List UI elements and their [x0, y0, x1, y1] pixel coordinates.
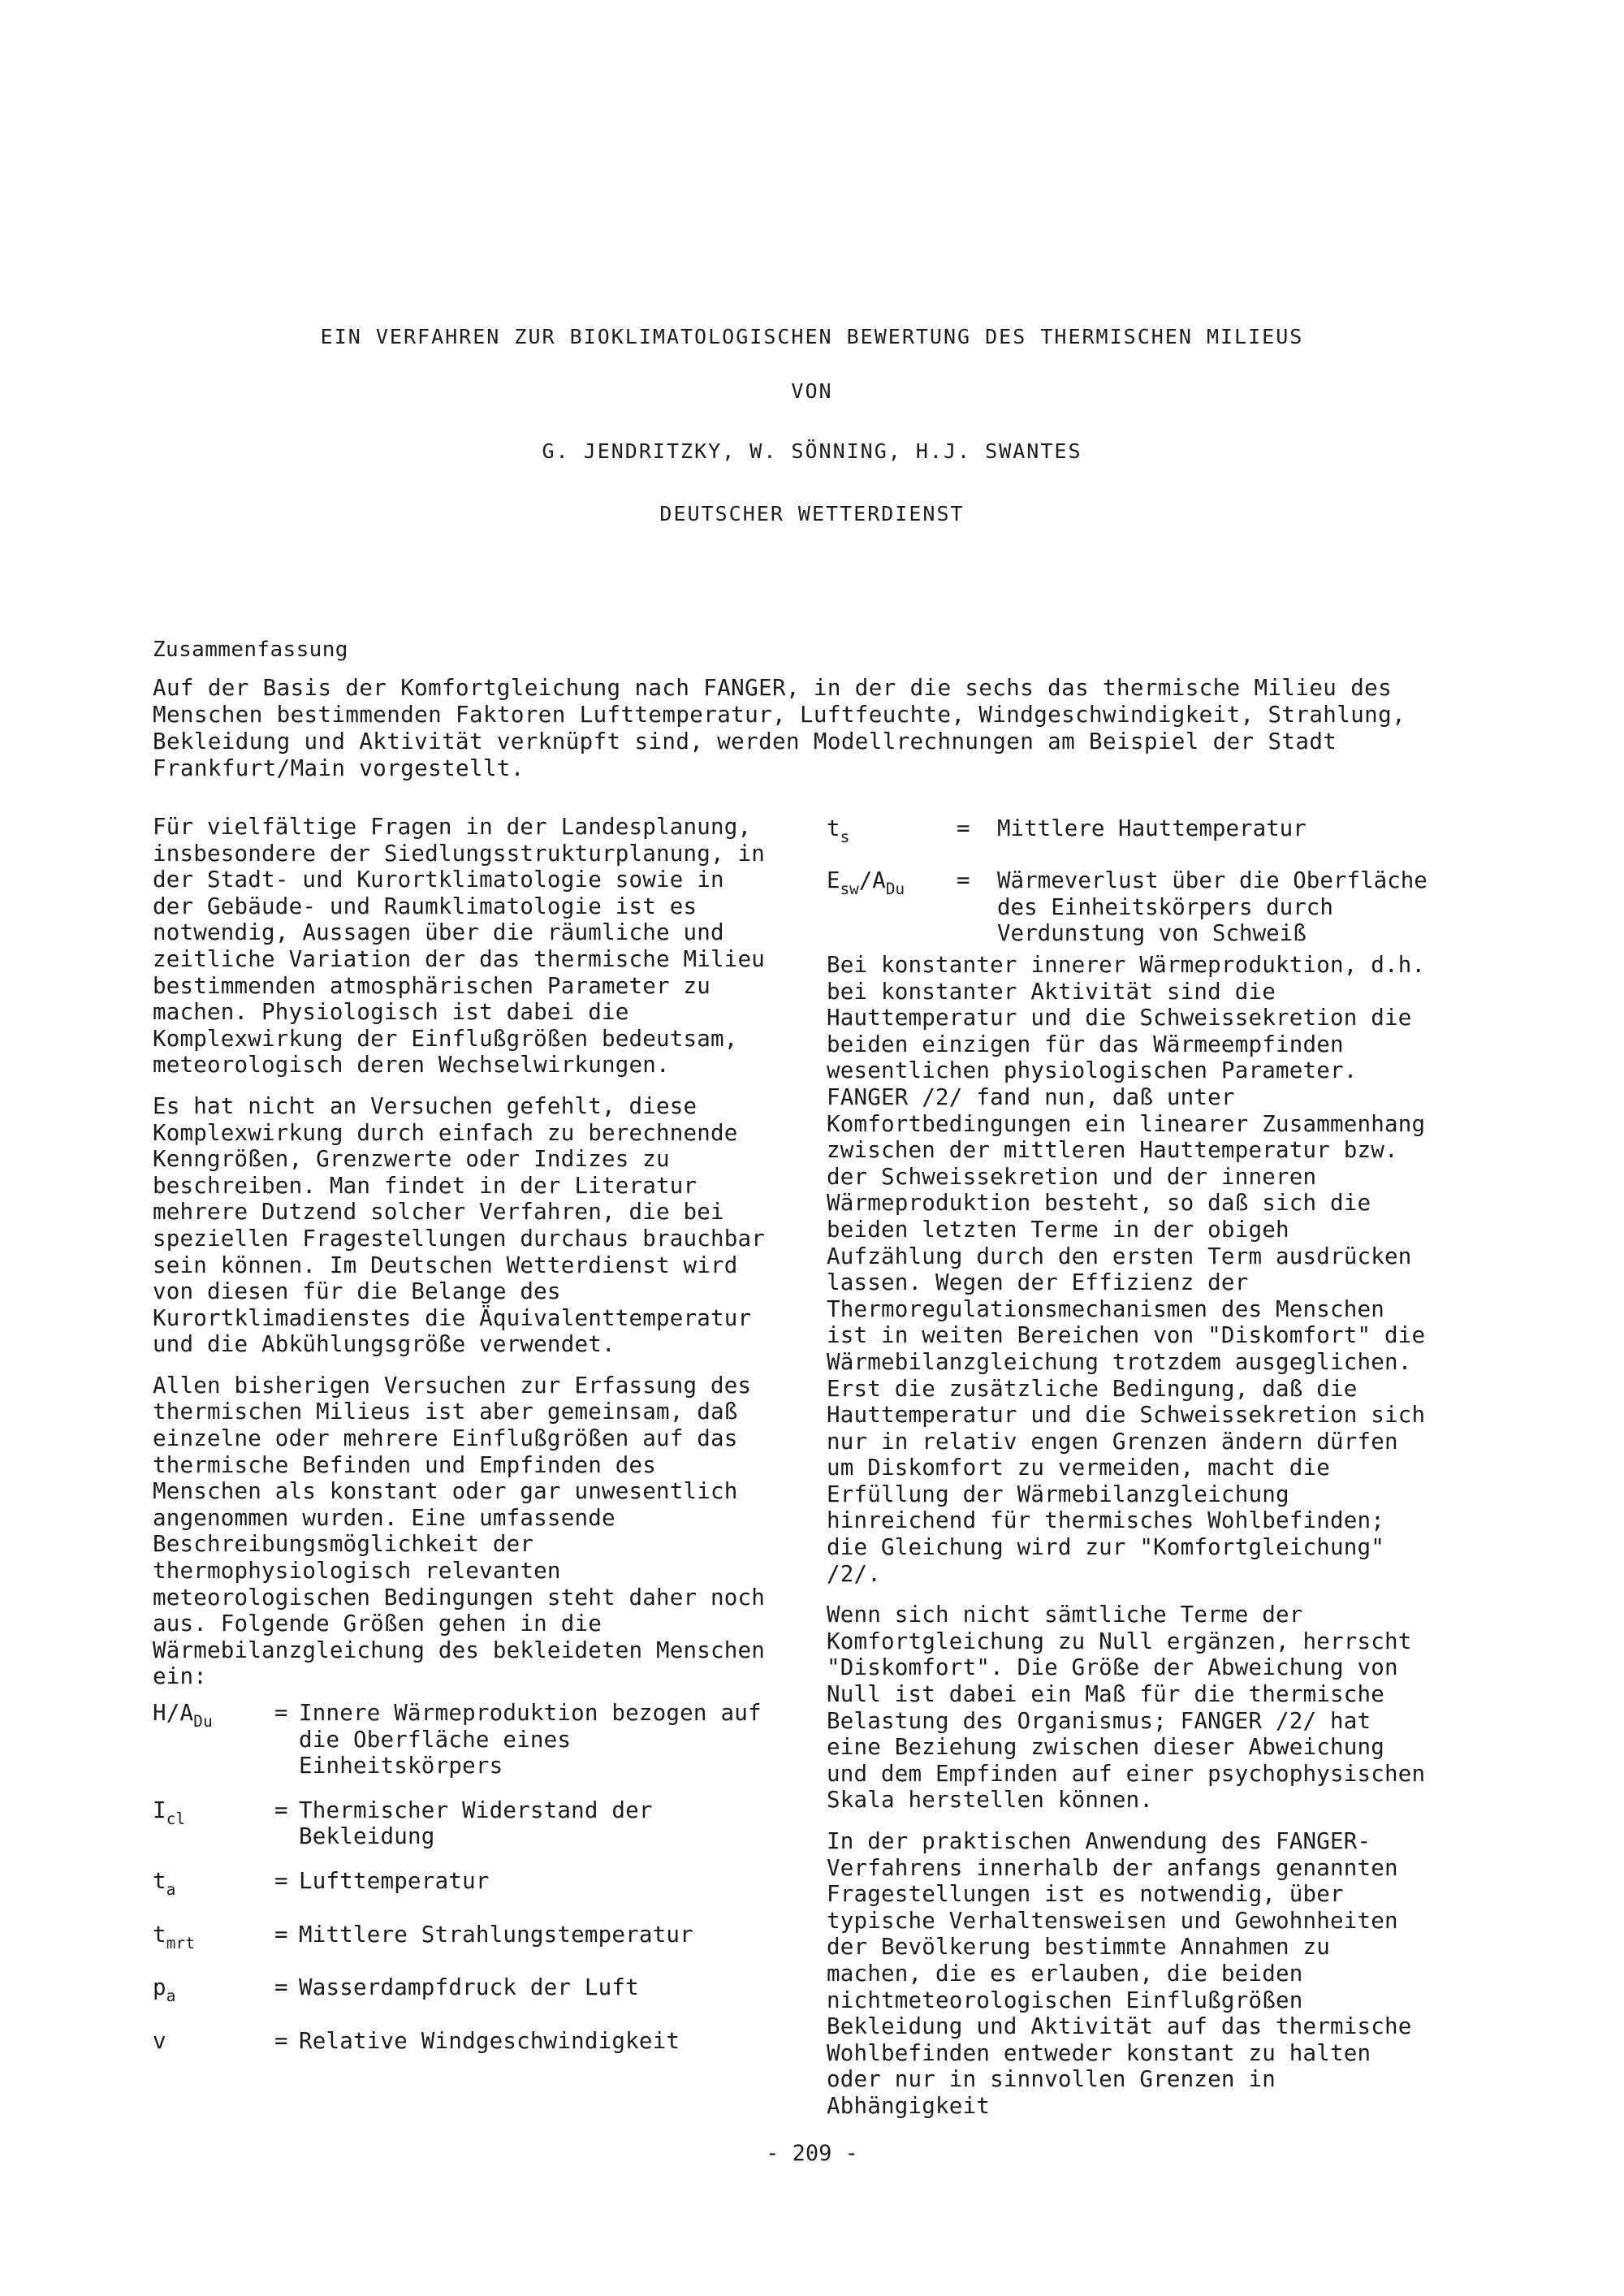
left-paragraph-2: Es hat nicht an Versuchen gefehlt, diese Komplexwirkung durch einfach zu berechnende Kenngrößen, Grenzwerte oder Indizes zu beschreiben. Man findet in der Literatur mehrere Dutzend solcher Verfahren, die bei speziellen Fragestellungen durchaus brauchbar sein können. Im Deutschen Wetterdienst wird von diesen für die Belange des Kurortklimadienstes die Äquivalenttemperatur und die Abkühlungsgröße verwendet.	[153, 1092, 766, 1358]
definition-row: $p_a$ = Wasserdampfdruck der Luft	[153, 1974, 639, 2006]
definition-row: v = Relative Windgeschwindigkeit	[153, 2027, 680, 2054]
left-paragraph-3: Allen bisherigen Versuchen zur Erfassung des thermischen Milieus ist aber gemeinsam, daß einzelne oder mehrere Einflußgrößen auf das thermische Befinden und Empfinden des Menschen als konstant oder gar unwesentlich angenommen wurden. Eine umfassende Beschreibungsmöglichkeit der thermophysiologisch relevanten meteorologischen Bedingungen steht daher noch aus. Folgende Größen gehen in die Wärmebilanzgleichung des bekleideten Menschen ein:	[153, 1372, 766, 1690]
definition-row-esw: $E_{sw}/A_{Du}$ = Wärmeverlust über die Oberfläche des Einheitskörpers durch Verdunstung von Schweiß	[827, 867, 1427, 947]
right-paragraph-1: Bei konstanter innerer Wärmeproduktion, d.h. bei konstanter Aktivität sind die Hauttemperatur und die Schweissekretion die beiden einzigen für das Wärmeempfinden wesentlichen physiologischen Parameter. FANGER /2/ fand nun, daß unter Komfortbedingungen ein linearer Zusammenhang zwischen der mittleren Hauttemperatur bzw. der Schweissekretion und der inneren Wärmeproduktion besteht, so daß sich die beiden letzten Terme in der obigeh Aufzählung durch den ersten Term ausdrücken lassen. Wegen der Effizienz der Thermoregulationsmechanismen des Menschen ist in weiten Bereichen von "Diskomfort" die Wärmebilanzgleichung trotzdem ausgeglichen. Erst die zusätzliche Bedingung, daß die Hauttemperatur und die Schweissekretion sich nur in relativ engen Grenzen ändern dürfen um Diskomfort zu vermeiden, macht die Erfüllung der Wärmebilanzgleichung hinreichend für thermisches Wohlbefinden; die Gleichung wird zur "Komfortgleichung" /2/.	[827, 952, 1426, 1587]
right-paragraph-2: Wenn sich nicht sämtliche Terme der Komfortgleichung zu Null ergänzen, herrscht "Diskomfort". Die Größe der Abweichung von Null ist dabei ein Maß für die thermische Belastung des Organismus; FANGER /2/ hat eine Beziehung zwischen dieser Abweichung und dem Empfinden auf einer psychophysischen Skala herstellen können.	[827, 1602, 1426, 1814]
page-number: - 209 -	[766, 2141, 858, 2166]
affiliation: DEUTSCHER WETTERDIENST	[659, 502, 965, 525]
definition-row-ts: $t_s$ = Mittlere Hauttemperatur	[827, 815, 1307, 846]
definition-row: $I_{cl}$ = Thermischer Widerstand der Bekleidung	[153, 1797, 653, 1850]
abstract	[153, 637, 1419, 782]
definition-row: $t_{mrt}$ = Mittlere Strahlungstemperatur	[153, 1921, 693, 1952]
definition-row: $t_a$ = Lufttemperatur	[153, 1867, 490, 1899]
paper-title: EIN VERFAHREN ZUR BIOKLIMATOLOGISCHEN BEWERTUNG DES THERMISCHEN MILIEUS	[320, 325, 1304, 348]
right-column	[827, 952, 1437, 2134]
abstract-text: Auf der Basis der Komfortgleichung nach FANGER, in der die sechs das thermische Milieu des Menschen bestimmenden Faktoren Lufttemperatur, Luftfeuchte, Windgeschwindigkeit, Strahlung, Bekleidung und Aktivität verknüpft sind, werden Modellrechnungen am Beispiel der Stadt Frankfurt/Main vorgestellt.	[153, 675, 1406, 781]
authors: G. JENDRITZKY, W. SÖNNING, H.J. SWANTES	[542, 439, 1082, 463]
left-column	[153, 814, 778, 2081]
abstract-heading: Zusammenfassung	[153, 638, 348, 662]
von-label: VON	[791, 379, 833, 403]
right-paragraph-3: In der praktischen Anwendung des FANGER-Verfahrens innerhalb der anfangs genannten Fragestellungen ist es notwendig, über typische Verhaltensweisen und Gewohnheiten der Bevölkerung bestimmte Annahmen zu machen, die es erlauben, die beiden nichtmeteorologischen Einflußgrößen Bekleidung und Aktivität auf das thermische Wohlbefinden entweder konstant zu halten oder nur in sinnvollen Grenzen in Abhängigkeit	[827, 1828, 1412, 2119]
definition-row: $H/A_{Du}$ = Innere Wärmeproduktion bezogen auf die Oberfläche eines Einheitskörpers	[153, 1700, 762, 1779]
left-paragraph-1: Für vielfältige Fragen in der Landesplanung, insbesondere der Siedlungsstrukturplanung, in der Stadt- und Kurortklimatologie sowie in der Gebäude- und Raumklimatologie ist es notwendig, Aussagen über die räumliche und zeitliche Variation der das thermische Milieu bestimmenden atmosphärischen Parameter zu machen. Physiologisch ist dabei die Komplexwirkung der Einflußgrößen bedeutsam, meteorologisch deren Wechselwirkungen.	[153, 814, 766, 1079]
